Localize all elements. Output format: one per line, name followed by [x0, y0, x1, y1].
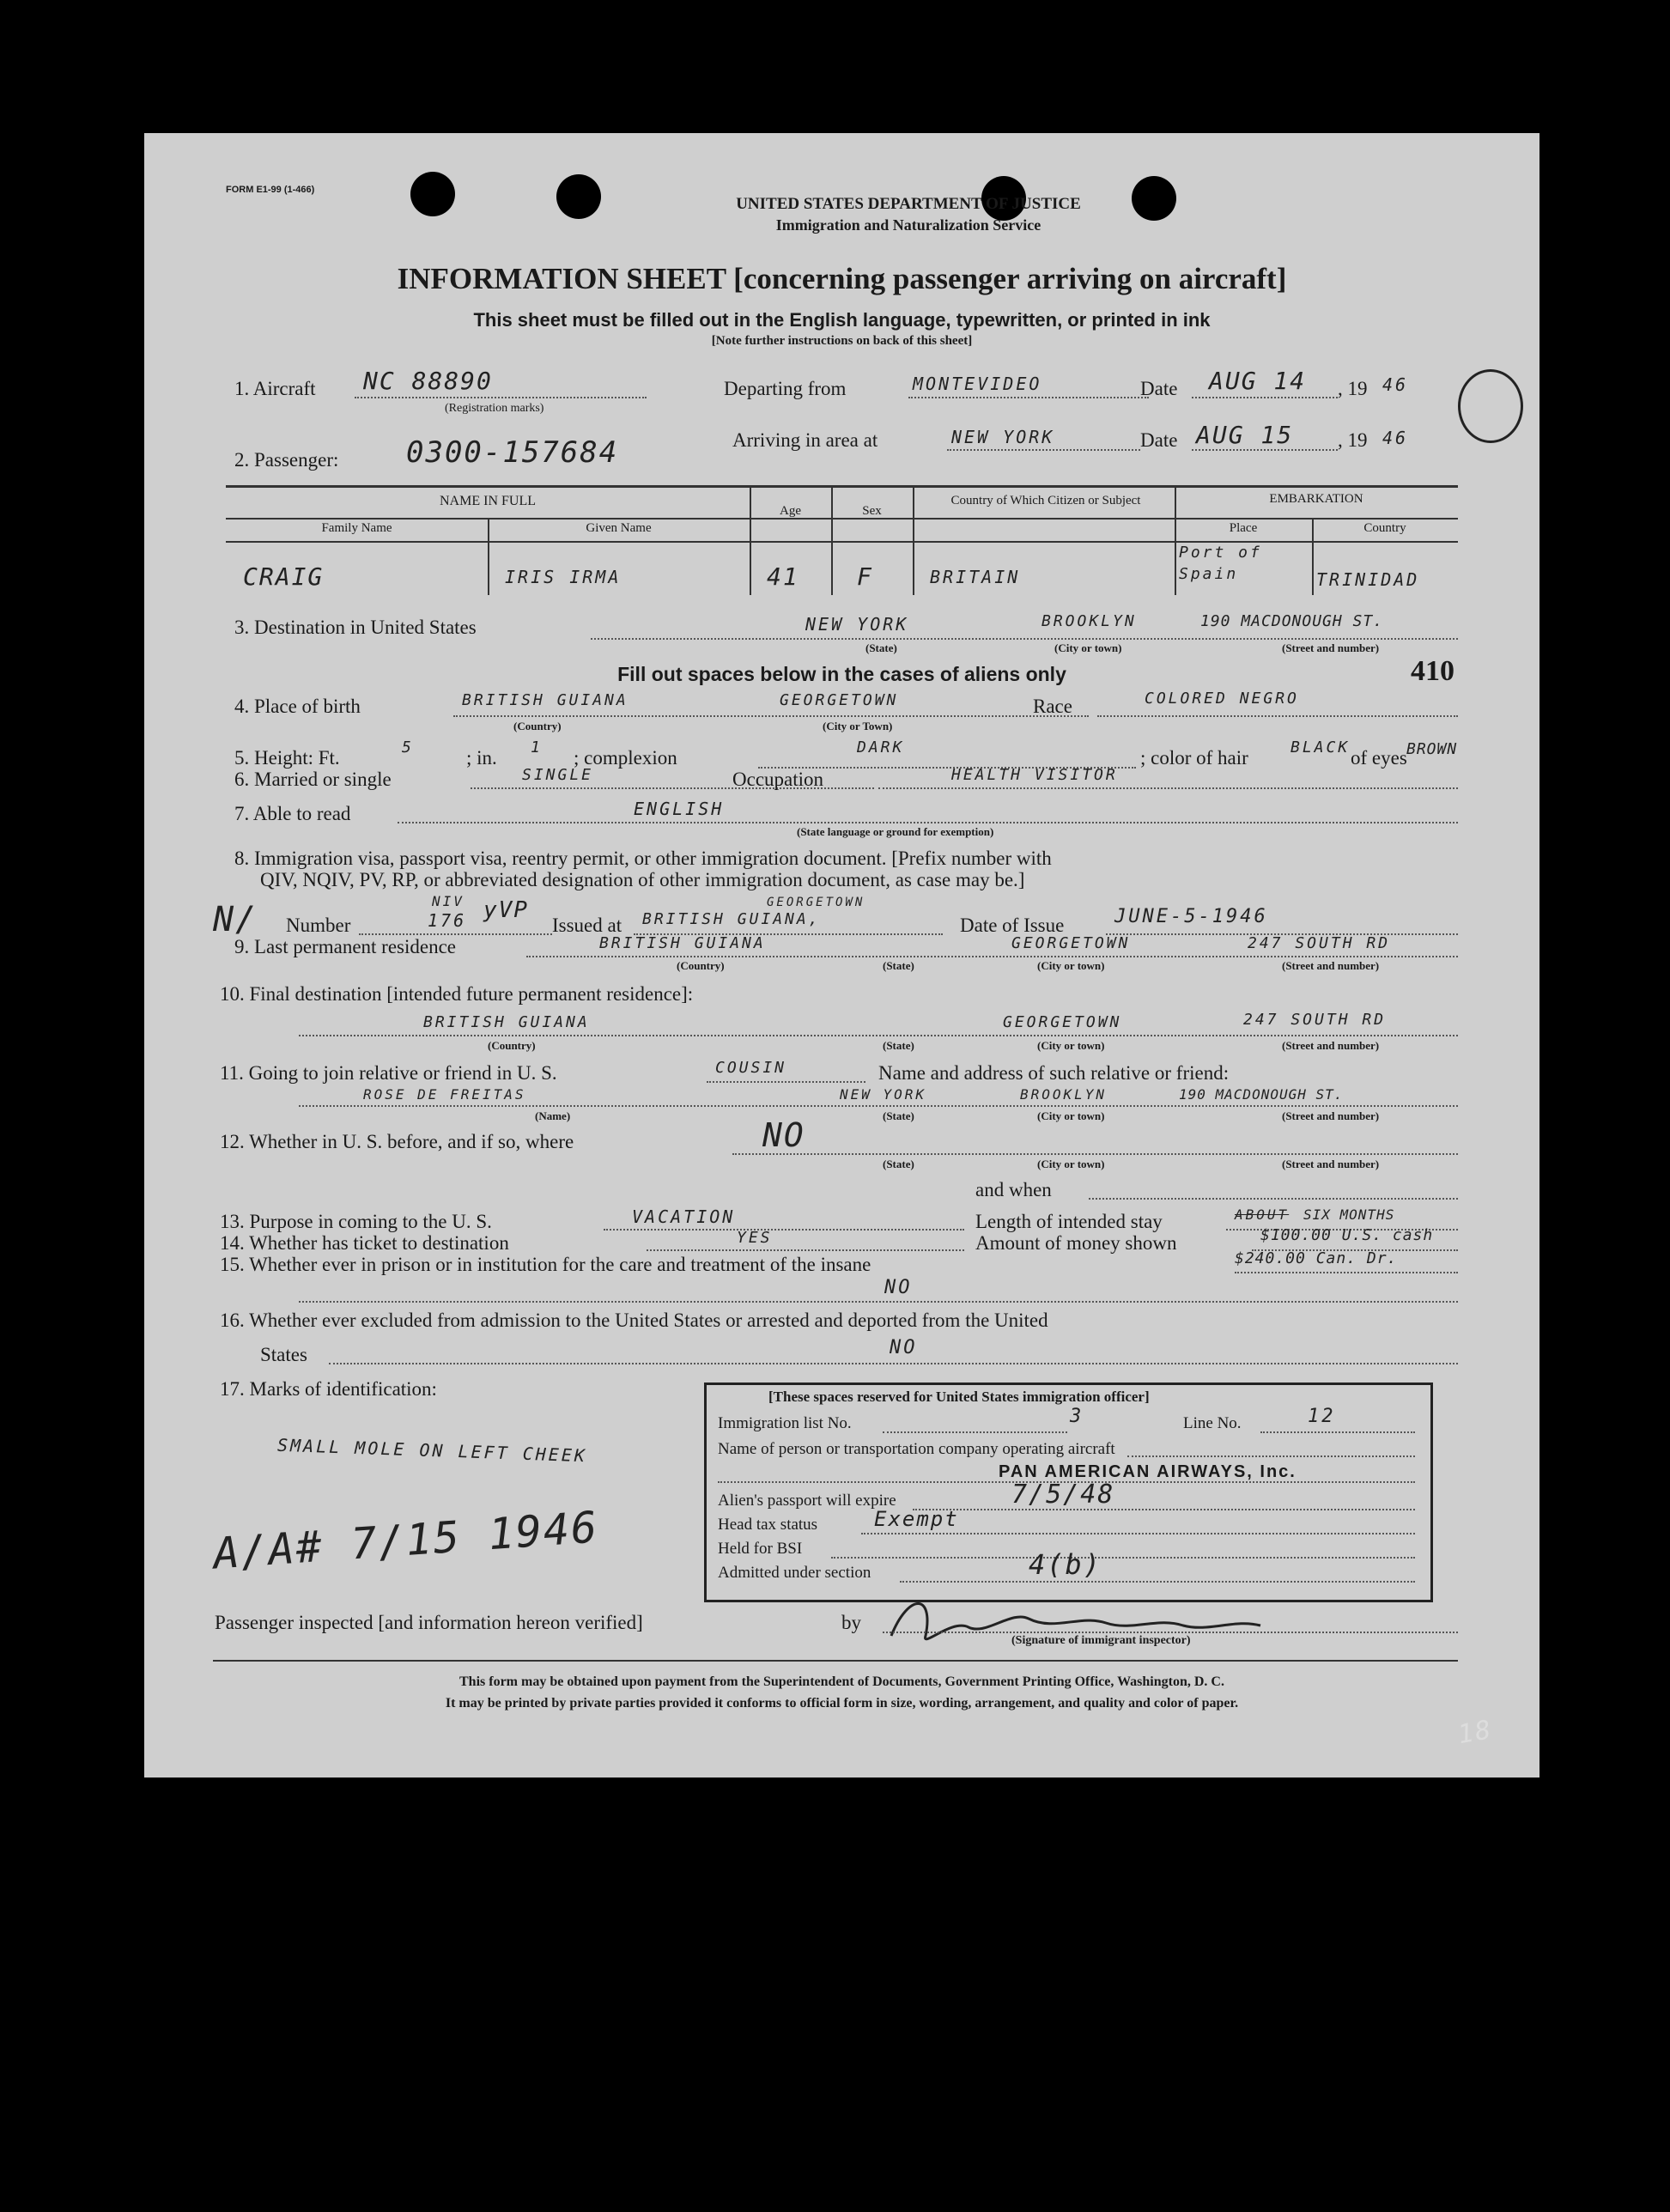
date2-label: Date	[1140, 429, 1178, 451]
purpose-value: VACATION	[632, 1206, 736, 1227]
bsi-label: Held for BSI	[718, 1540, 803, 1558]
last-residence-street: 247 SOUTH RD	[1248, 934, 1391, 952]
city-sublabel: (City or town)	[1037, 1109, 1105, 1122]
country-sublabel: (Country)	[677, 959, 725, 972]
place-header: Place	[1229, 521, 1258, 535]
marital-value: SINGLE	[522, 766, 594, 784]
identification-label: 17. Marks of identification:	[220, 1378, 437, 1400]
date1-label: Date	[1140, 378, 1178, 399]
name-in-full-header: NAME IN FULL	[440, 494, 536, 508]
excluded-value: NO	[890, 1337, 918, 1358]
sex-value: F	[857, 562, 873, 591]
height-label: 5. Height: Ft.	[234, 747, 340, 769]
form-number: FORM E1-99 (1-466)	[226, 185, 315, 195]
date2-line	[1192, 449, 1338, 451]
eyes-label: of eyes	[1351, 747, 1407, 769]
final-destination-line	[299, 1035, 1458, 1036]
hair-value: BLACK	[1290, 738, 1351, 757]
state-sublabel: (State)	[883, 959, 914, 972]
list-value: 3	[1070, 1406, 1084, 1427]
arriving-label: Arriving in area at	[732, 429, 878, 451]
admitted-line	[900, 1581, 1415, 1583]
city-sublabel: (City or town)	[1037, 1158, 1105, 1170]
purpose-label: 13. Purpose in coming to the U. S.	[220, 1211, 492, 1232]
visa-number-line	[359, 933, 552, 935]
join-relative-label: 11. Going to join relative or friend in U. S.	[220, 1062, 557, 1084]
line-no-line	[1260, 1431, 1415, 1433]
identification-value: SMALL MOLE ON LEFT CHEEK	[276, 1434, 588, 1467]
list-label: Immigration list No.	[718, 1414, 852, 1432]
stay-value: SIX MONTHS	[1303, 1206, 1395, 1223]
given-name-value: IRIS IRMA	[505, 567, 622, 587]
money-value: $100.00 U.S. cash	[1260, 1226, 1434, 1244]
excluded-label-1: 16. Whether ever excluded from admission to the United States or arrested and deported from the United	[220, 1310, 1048, 1331]
name-sublabel: (Name)	[535, 1109, 571, 1122]
footer-rule	[213, 1660, 1458, 1662]
embarkation-header: EMBARKATION	[1269, 492, 1363, 506]
family-name-value: CRAIG	[243, 562, 325, 591]
aircraft-value: NC 88890	[363, 367, 493, 395]
relative-city-value: BROOKLYN	[1020, 1086, 1108, 1103]
list-line	[883, 1431, 1067, 1433]
state-sublabel: (State)	[883, 1109, 914, 1122]
table-divider	[913, 487, 914, 595]
handwritten-annotation: A/A# 7/15 1946	[211, 1502, 600, 1579]
city-sublabel: (City or town)	[1054, 641, 1122, 654]
table-top-rule	[226, 485, 1458, 488]
complexion-label: ; complexion	[574, 747, 677, 769]
date1-value: AUG 14	[1209, 367, 1307, 395]
service-heading: Immigration and Naturalization Service	[775, 216, 1041, 234]
arriving-value: NEW YORK	[951, 427, 1055, 447]
country-sublabel: (Country)	[513, 720, 562, 732]
citizen-value: BRITAIN	[930, 567, 1021, 587]
occupation-line	[878, 787, 1458, 789]
visa-number-label: Number	[286, 915, 351, 936]
table-divider	[750, 487, 751, 595]
read-line	[398, 822, 1458, 823]
bsi-line	[831, 1557, 1415, 1559]
number-stamp: 410	[1411, 655, 1454, 687]
previous-visit-value: NO	[762, 1116, 805, 1154]
circle-mark	[1458, 369, 1523, 443]
prison-label: 15. Whether ever in prison or in institution for the care and treatment of the insane	[220, 1254, 871, 1275]
birthplace-label: 4. Place of birth	[234, 696, 361, 717]
race-value: COLORED NEGRO	[1145, 690, 1299, 708]
operator-label: Name of person or transportation company operating aircraft	[718, 1440, 1115, 1458]
street-sublabel: (Street and number)	[1282, 1039, 1380, 1052]
instruction-note: [Note further instructions on back of this sheet]	[711, 334, 973, 348]
issued-value: BRITISH GUIANA,	[642, 910, 821, 928]
head-tax-label: Head tax status	[718, 1516, 818, 1534]
admitted-value: 4(b)	[1029, 1548, 1102, 1581]
emb-country-header: Country	[1363, 521, 1406, 535]
last-residence-city: GEORGETOWN	[1011, 934, 1131, 952]
signature-line	[883, 1632, 1458, 1633]
line-no-value: 12	[1308, 1406, 1336, 1427]
street-sublabel: (Street and number)	[1282, 1109, 1380, 1122]
page-mark: 18	[1455, 1714, 1495, 1751]
birth-country-value: BRITISH GUIANA	[462, 691, 629, 709]
aircraft-line	[355, 397, 647, 398]
instruction-text: This sheet must be filled out in the English language, typewritten, or printed in ink	[473, 309, 1211, 331]
last-residence-line	[526, 956, 1458, 957]
hair-label: ; color of hair	[1140, 747, 1248, 769]
excluded-line	[329, 1363, 1458, 1364]
final-destination-city: GEORGETOWN	[1003, 1013, 1122, 1031]
departing-value: MONTEVIDEO	[913, 374, 1042, 394]
street-sublabel: (Street and number)	[1282, 1158, 1380, 1170]
read-label: 7. Able to read	[234, 803, 351, 824]
visa-number-extra: yVP	[483, 897, 529, 923]
read-value: ENGLISH	[634, 799, 725, 819]
final-destination-country: BRITISH GUIANA	[423, 1013, 590, 1031]
excluded-label-2: States	[260, 1344, 307, 1365]
final-destination-street: 247 SOUTH RD	[1243, 1011, 1387, 1029]
previous-visit-label: 12. Whether in U. S. before, and if so, where	[220, 1131, 574, 1152]
family-name-header: Family Name	[321, 521, 392, 535]
inspected-by: by	[841, 1612, 861, 1633]
money2-value: $240.00 Can. Dr.	[1235, 1249, 1398, 1267]
issue-date-label: Date of Issue	[960, 915, 1065, 936]
relative-line	[299, 1105, 1458, 1107]
date1-line	[1192, 397, 1338, 398]
race-line	[1097, 715, 1458, 717]
ticket-value: YES	[737, 1229, 773, 1247]
country-sublabel: (Country)	[488, 1039, 536, 1052]
state-sublabel: (State)	[883, 1158, 914, 1170]
date2-value: AUG 15	[1196, 421, 1294, 449]
operator-value: PAN AMERICAN AIRWAYS, Inc.	[999, 1462, 1297, 1481]
year2-prefix: , 19	[1338, 429, 1368, 451]
occupation-value: HEALTH VISITOR	[951, 766, 1118, 784]
city-sublabel: (City or town)	[1037, 1039, 1105, 1052]
destination-street: 190 MACDONOUGH ST.	[1200, 612, 1384, 630]
passport-expire-value: 7/5/48	[1011, 1480, 1115, 1510]
marital-label: 6. Married or single	[234, 769, 392, 790]
prison-value: NO	[884, 1277, 913, 1298]
punch-hole	[410, 172, 455, 216]
footer-line-1: This form may be obtained upon payment from the Superintendent of Documents, Government Printing Office, Washington, D. C.	[459, 1674, 1224, 1689]
aliens-only-note: Fill out spaces below in the cases of aliens only	[617, 663, 1066, 685]
relative-state-value: NEW YORK	[840, 1086, 927, 1103]
stay-label: Length of intended stay	[975, 1211, 1163, 1232]
year1-prefix: , 19	[1338, 378, 1368, 399]
age-value: 41	[767, 562, 799, 591]
year2-value: 46	[1382, 428, 1409, 448]
last-residence-country: BRITISH GUIANA	[599, 934, 766, 952]
prison-answer-line	[299, 1301, 1458, 1303]
table-header-rule	[226, 541, 1458, 543]
officer-box-header: [These spaces reserved for United States immigration officer]	[768, 1389, 1150, 1405]
relative-name-label: Name and address of such relative or friend:	[878, 1062, 1230, 1084]
country-citizen-header: Country of Which Citizen or Subject	[950, 494, 1141, 507]
issued-label: Issued at	[552, 915, 622, 936]
head-tax-line	[861, 1533, 1415, 1534]
city-sublabel: (City or town)	[1037, 959, 1105, 972]
arriving-line	[947, 449, 1140, 451]
relation-value: COUSIN	[715, 1059, 787, 1077]
aircraft-label: 1. Aircraft	[234, 378, 316, 399]
line-no-label: Line No.	[1183, 1414, 1242, 1432]
birthplace-line	[453, 715, 1089, 717]
street-sublabel: (Street and number)	[1282, 641, 1380, 654]
race-label: Race	[1033, 696, 1072, 717]
age-header: Age	[780, 504, 801, 518]
birth-city-value: GEORGETOWN	[780, 691, 899, 709]
footer-line-2: It may be printed by private parties provided it conforms to official form in size, wording, arrangement, and quality and color of paper.	[445, 1696, 1239, 1711]
issue-date-value: JUNE-5-1946	[1114, 906, 1268, 927]
given-name-header: Given Name	[586, 521, 652, 535]
complexion-value: DARK	[857, 738, 905, 757]
signature-sublabel: (Signature of immigrant inspector)	[1011, 1634, 1191, 1647]
visa-number-value: 176	[428, 910, 467, 931]
departing-label: Departing from	[724, 378, 847, 399]
state-sublabel: (State)	[865, 641, 897, 654]
passenger-value: 0300-157684	[406, 435, 619, 470]
city-sublabel: (City or Town)	[823, 720, 893, 732]
state-sublabel: (State)	[883, 1039, 914, 1052]
passport-expire-line	[913, 1509, 1415, 1510]
street-sublabel: (Street and number)	[1282, 959, 1380, 972]
height-in-value: 1	[531, 738, 543, 757]
final-destination-label: 10. Final destination [intended future permanent residence]:	[220, 983, 694, 1005]
emb-place-value-2: Spain	[1179, 565, 1239, 583]
registration-sublabel: (Registration marks)	[445, 402, 544, 415]
departing-line	[908, 397, 1149, 398]
passenger-label: 2. Passenger:	[234, 449, 339, 471]
relation-line	[707, 1081, 865, 1083]
height-in-label: ; in.	[466, 747, 497, 769]
eyes-value: BROWN	[1406, 740, 1458, 758]
year1-value: 46	[1382, 374, 1409, 395]
table-divider	[831, 487, 833, 595]
inspected-label: Passenger inspected [and information hereon verified]	[215, 1612, 643, 1633]
last-residence-label: 9. Last permanent residence	[234, 936, 456, 957]
dept-heading: UNITED STATES DEPARTMENT OF JUSTICE	[736, 195, 1081, 213]
passport-expire-label: Alien's passport will expire	[718, 1492, 896, 1510]
page-title: INFORMATION SHEET [concerning passenger arriving on aircraft]	[397, 262, 1287, 295]
when-line	[1089, 1198, 1458, 1200]
margin-note: N/	[213, 900, 258, 939]
occupation-label: Occupation	[732, 769, 824, 790]
relative-name-value: ROSE DE FREITAS	[363, 1086, 526, 1103]
issued-city-value: GEORGETOWN	[767, 896, 865, 909]
relative-street-value: 190 MACDONOUGH ST.	[1179, 1086, 1344, 1103]
visa-number-prefix: NIV	[432, 893, 465, 909]
destination-label: 3. Destination in United States	[234, 617, 477, 638]
read-sublabel: (State language or ground for exemption)	[797, 825, 994, 838]
stay-struck-value: ABOUT	[1235, 1206, 1290, 1223]
emb-country-value: TRINIDAD	[1316, 569, 1420, 590]
visa-text-2: QIV, NQIV, PV, RP, or abbreviated designation of other immigration document, as case may be.]	[260, 869, 1025, 890]
form-sheet	[144, 133, 1539, 1778]
punch-hole	[556, 174, 601, 219]
head-tax-value: Exempt	[874, 1507, 959, 1531]
when-label: and when	[975, 1179, 1052, 1200]
destination-state: NEW YORK	[805, 614, 909, 635]
visa-text-1: 8. Immigration visa, passport visa, reentry permit, or other immigration document. [Prefix number with	[234, 848, 1052, 869]
previous-visit-line	[732, 1153, 1458, 1155]
sex-header: Sex	[862, 504, 882, 518]
destination-line	[591, 638, 1458, 640]
emb-place-value-1: Port of	[1179, 544, 1262, 562]
ticket-label: 14. Whether has ticket to destination	[220, 1232, 509, 1254]
purpose-line	[604, 1229, 964, 1231]
admitted-label: Admitted under section	[718, 1564, 871, 1582]
money-label: Amount of money shown	[975, 1232, 1177, 1254]
ticket-line	[647, 1249, 964, 1251]
prison-line	[1235, 1272, 1458, 1273]
operator-line-1	[1127, 1455, 1415, 1457]
destination-city: BROOKLYN	[1041, 612, 1137, 630]
height-ft-value: 5	[402, 738, 414, 757]
